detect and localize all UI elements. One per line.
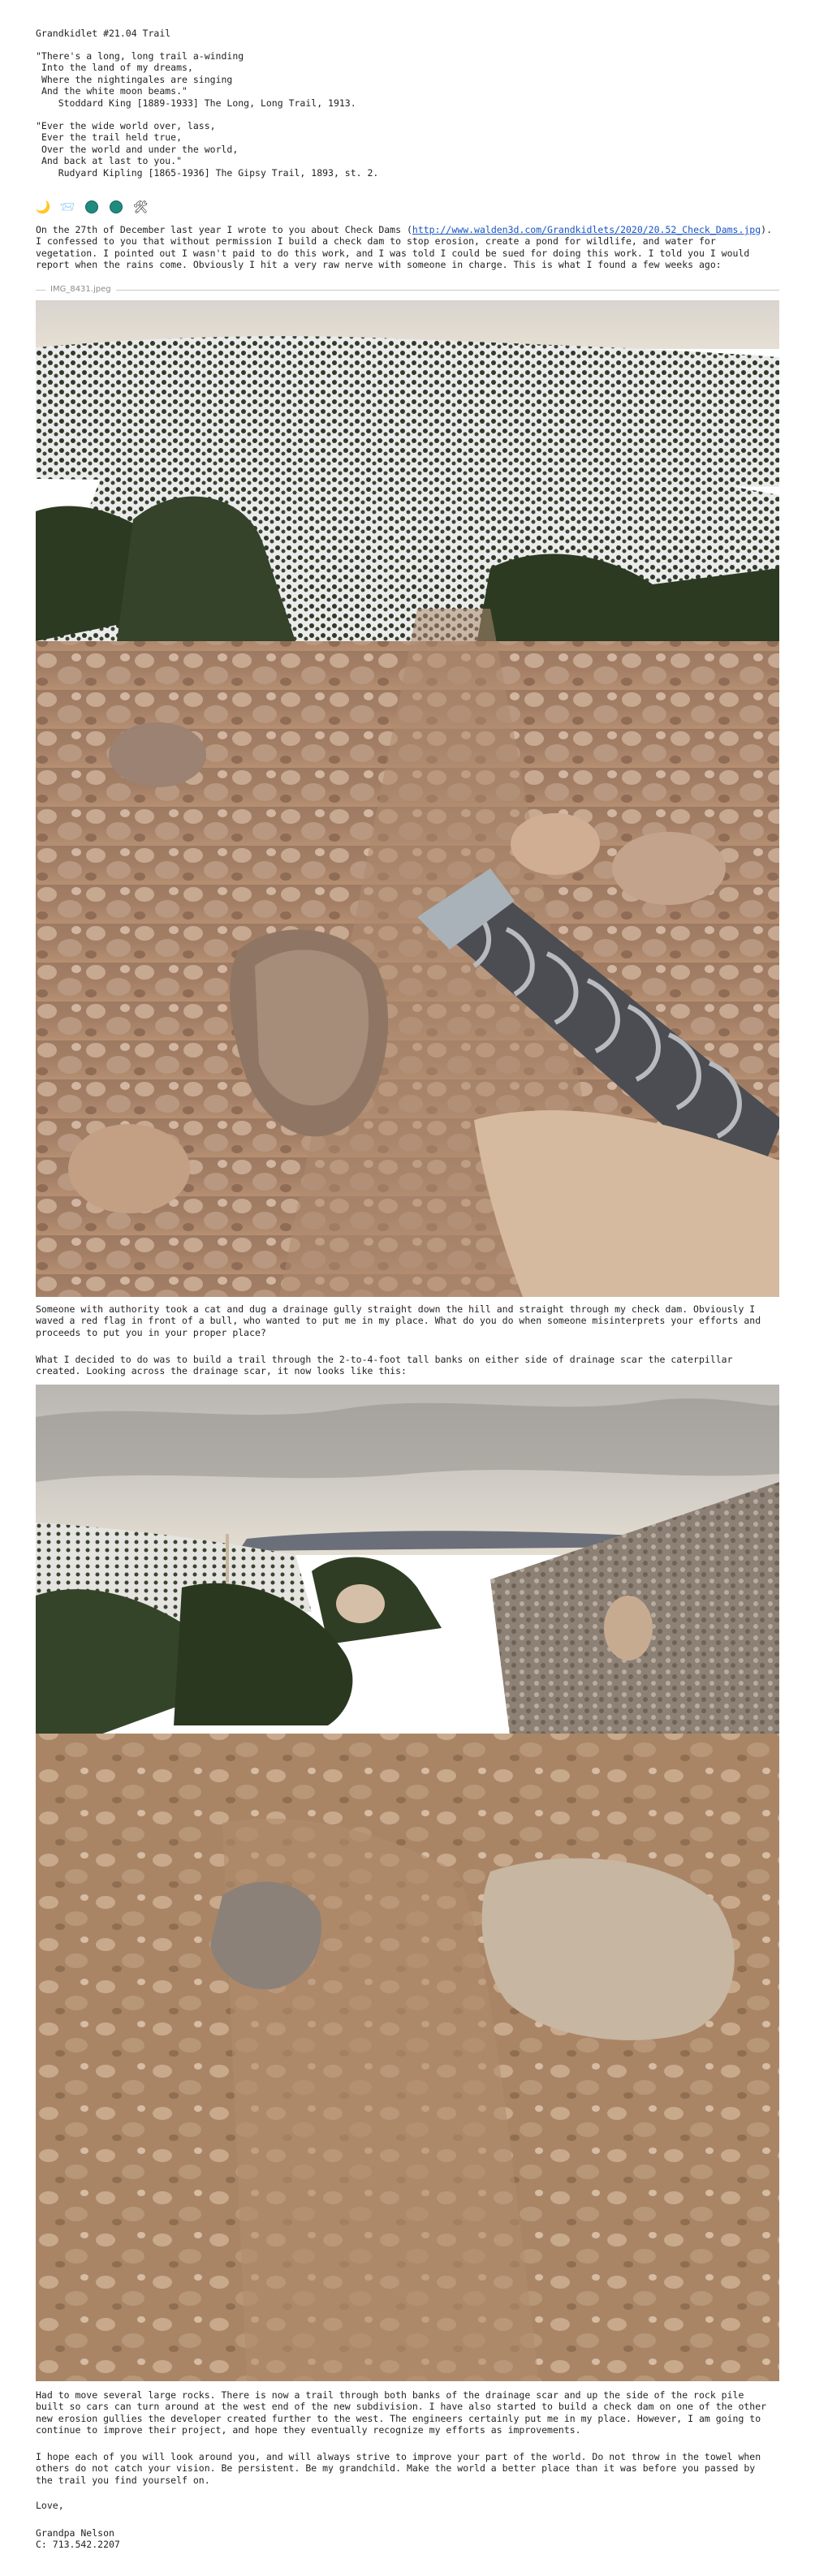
tool-icon: 🛠: [132, 200, 149, 214]
caption-rule-right: [116, 290, 779, 291]
image-caption-bar: [36, 284, 779, 295]
photo-destroyed-check-dam: [36, 300, 779, 1297]
check-dams-link[interactable]: http://www.walden3d.com/Grandkidlets/2020/20.52_Check_Dams.jpg: [412, 224, 761, 235]
intro-text-before-link: On the 27th of December last year I wrote to you about Check Dams (: [36, 224, 412, 235]
poem-rudyard-kipling: "Ever the wide world over, lass, Ever the trail held true, Over the world and under the world, And back at last to you." Rudyard Kipling [1865-1936] The Gipsy Trail, 1893, st. 2.: [36, 120, 379, 179]
photo-new-trail: [36, 1385, 779, 2381]
teal-circle-icon: [109, 200, 123, 214]
intro-paragraph: [36, 224, 779, 271]
intro-text-after-link: ). I confessed to you that without permission I build a check dam to stop erosion, create a pond for wildlife, and water for vegetation. I pointed out I wasn't paid to do this work, and I was told I could be sued for doing this work. I told you I would report when the rains come. Obviously I hit a very raw nerve with someone in charge. This is what I found a few weeks ago:: [36, 224, 773, 271]
poem-stoddard-king: "There's a long, long trail a-winding Into the land of my dreams, Where the nightingales are singing And the white moon beams." Stoddard King [1889-1933] The Long, Long Trail, 1913.: [36, 50, 356, 109]
envelope-icon: 📨: [59, 200, 75, 214]
closing-salutation: Love,: [36, 2500, 64, 2511]
signature-name: Grandpa Nelson: [36, 2527, 114, 2539]
letter-title: Grandkidlet #21.04 Trail: [36, 28, 171, 39]
teal-circle-icon: [84, 200, 99, 214]
paragraph-cat-gully: Someone with authority took a cat and dug a drainage gully straight down the hill and straight through my check dam. Obviously I waved a red flag in front of a bull, who wanted to put me in my place. What do you do when someone misinterprets your efforts and proceeds to put you in your proper place?: [36, 1303, 761, 1338]
caption-rule-left: [36, 290, 45, 291]
paragraph-moved-rocks: Had to move several large rocks. There is now a trail through both banks of the drainage scar and up the side of the rock pile built so cars can turn around at the west end of the new subdivision. I have also started to build a check dam on one of the other new erosion gullies the developer created further to the west. The engineers certainly put me in my place. However, I am going to continue to improve their project, and hope they eventually recognize my efforts as improvements.: [36, 2389, 767, 2436]
moon-icon: 🌙: [35, 200, 51, 214]
signature-phone: C: 713.542.2207: [36, 2539, 120, 2551]
paragraph-decided-trail: What I decided to do was to build a trail through the 2-to-4-foot tall banks on either side of drainage scar the caterpillar created. Looking across the drainage scar, it now looks like this:: [36, 1354, 733, 1377]
paragraph-hope: I hope each of you will look around you, and will always strive to improve your part of the world. Do not throw in the towel when others do not catch your vision. Be persistent. Be my grandchild. Make the world a better place than it was before you passed by the trail you find yourself on.: [36, 2451, 761, 2486]
signature-block: [36, 2527, 779, 2551]
image-caption: IMG_8431.jpeg: [50, 284, 111, 294]
icon-row: [36, 200, 148, 214]
photo-new-trail-image: [36, 1385, 779, 2381]
photo-destroyed-check-dam-image: [36, 300, 779, 1297]
